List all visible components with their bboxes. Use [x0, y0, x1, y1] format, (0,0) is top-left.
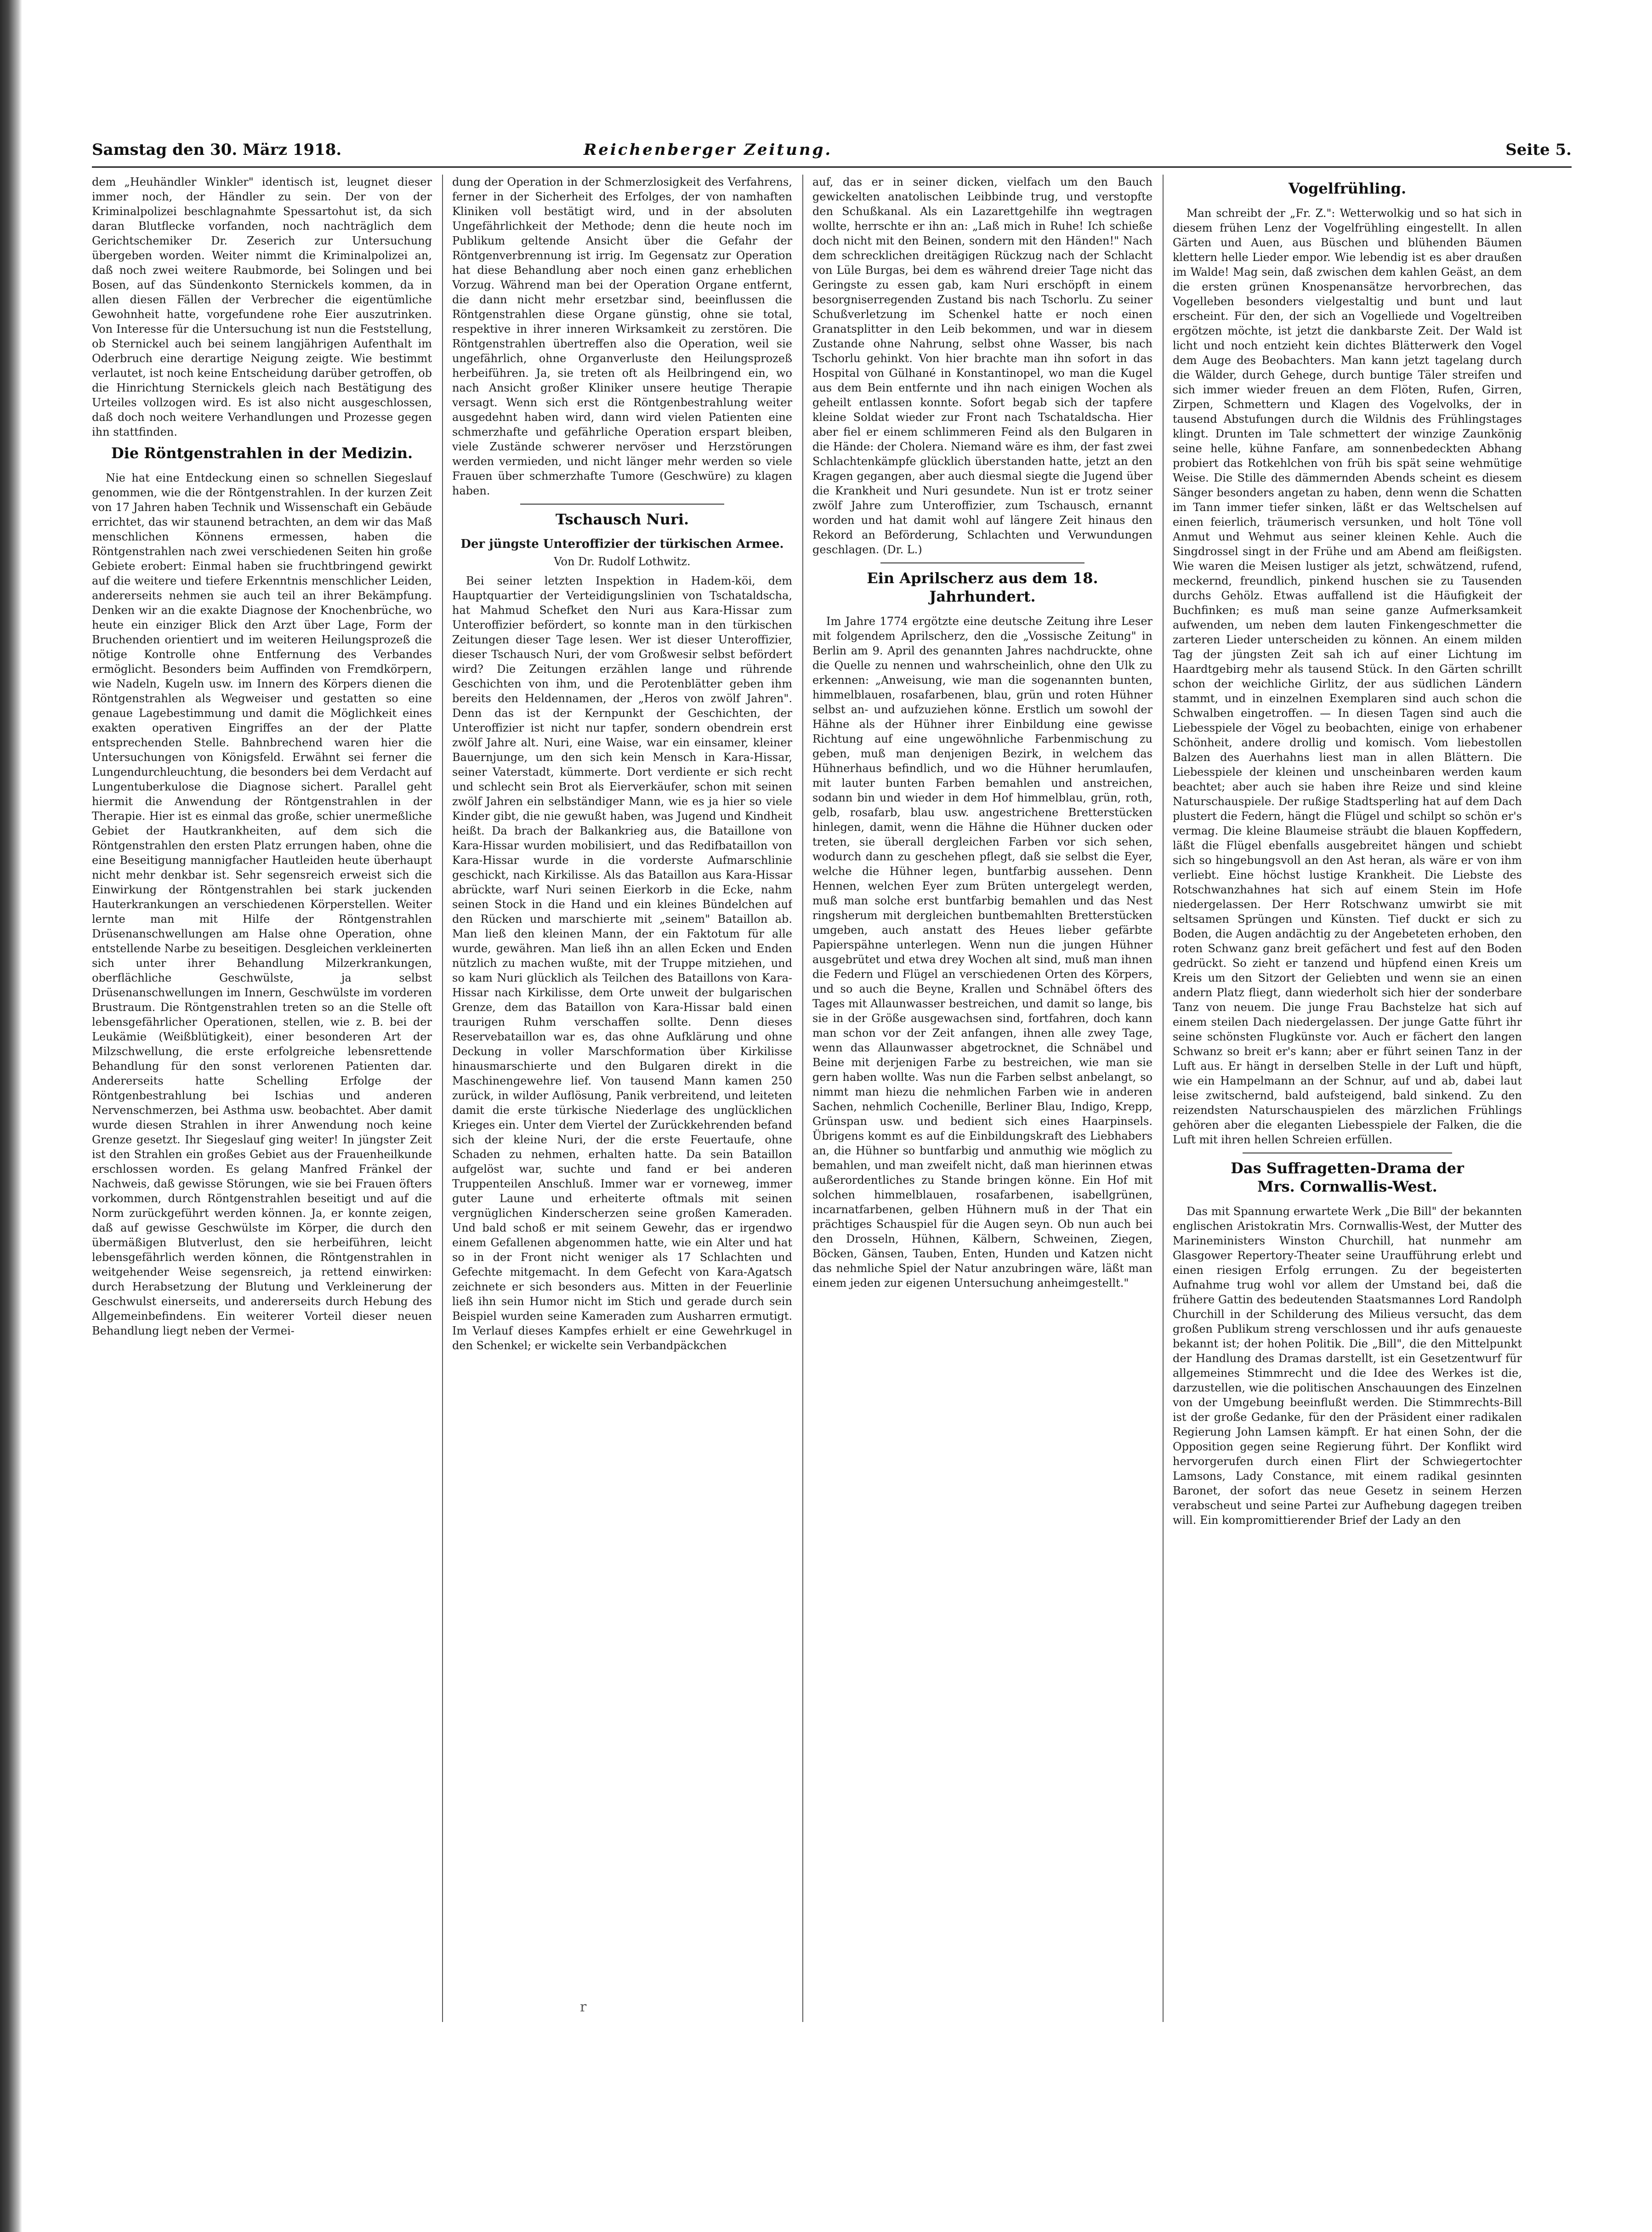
article-title-vogelfruehling: Vogelfrühling. — [1288, 180, 1407, 197]
article-title-cornwallis: Mrs. Cornwallis-West. — [1257, 1178, 1437, 1195]
col2-intro: dung der Operation in der Schmerzlosigkeit des Verfahrens, ferner in der Sicherheit des Erfolges, der von namhaften Kliniken voll bestätigt wird, und in der absoluten Ungefährlichkeit der Methode; denn die heute noch im Publikum geltende Ansicht über die Gefahr der Röntgenverbrennung ist irrig. Im Gegensatz zur Operation hat diese Behandlung aber noch einen ganz erheblichen Vorzug. Während man bei der Operation Organe entfernt, die dann nicht mehr ersetzbar sind, beeinflussen die Röntgenstrahlen diese Organe günstig, ohne sie total, respektive in ihrer inneren Wirksamkeit zu zerstören. Die Röntgenstrahlen übertreffen also die Operation, weil sie ungefährlich, ohne Organverluste den Heilungsprozeß herbeiführen. Ja, sie treten oft als Heilbringend ein, wo nach Ansicht großer Kliniker unsere heutige Therapie versagt. Wenn sich erst die Röntgenbestrahlung weiter ausgedehnt haben wird, dann wird vielen Patienten eine schmerzhafte und gefährliche Operation erspart bleiben, viele Zustände schwerer nervöser und Herzstörungen werden vermieden, und nicht länger mehr werden so viele Frauen über schmerzhafte Tumore (Geschwüre) zu klagen haben. — [452, 176, 792, 497]
column-divider-2 — [802, 175, 803, 2022]
section-divider — [880, 562, 1084, 563]
col4-body-2: Das mit Spannung erwartete Werk „Die Bill" der bekannten englischen Aristokratin Mrs. Cornwallis-West, der Mutter des Marineministers Winston Churchill, hat nunmehr am Glasgower Repertory-Theater seine Uraufführung erlebt und einen riesigen Erfolg errungen. Zu der begeisterten Aufnahme trug wohl vor allem der Umstand bei, daß die frühere Gattin des bedeutenden Staatsmannes Lord Randolph Churchill in der Schilderung des Milieus versucht, das dem großen Publikum streng verschlossen und ihr aufs genaueste bekannt ist; der hohen Politik. Die „Bill", die den Mittelpunkt der Handlung des Dramas darstellt, ist ein Gesetzentwurf für allgemeines Stimmrecht und die Idee des Werkes ist die, darzustellen, wie die politischen Anschauungen des Einzelnen von der Umgebung beeinflußt werden. Die Stimmrechts-Bill ist der große Gedanke, für den der Präsident einer radikalen Regierung John Lamsen kämpft. Er hat einen Sohn, der die Opposition gegen seine Regierung führt. Der Konflikt wird hervorgerufen durch einen Flirt der Schwiegertochter Lamsons, Lady Constance, mit einem radikal gesinnten Baronet, der sofort das neue Gesetz in seinem Herzen verabscheut und seine Partei zur Aufhebung dagegen treiben will. Ein kompromittierender Brief der Lady an den — [1173, 1205, 1522, 1527]
col1-body: Nie hat eine Entdeckung einen so schnellen Siegeslauf genommen, wie die der Röntgenstrahlen. In der kurzen Zeit von 17 Jahren haben Technik und Wissenschaft ein Gebäude errichtet, das wir staunend betrachten, an dem wir das Maß menschlichen Könnens ermessen, haben die Röntgenstrahlen nach zwei verschiedenen Seiten hin große Gebiete erobert: Einmal haben sie fruchtbringend gewirkt auf die weitere und tiefere Erkenntnis menschlicher Leiden, andererseits nehmen sie auch teil an ihrer Bekämpfung. Denken wir an die exakte Diagnose der Knochenbrüche, wo heute ein einziger Blick den Arzt über Lage, Form der Bruchenden orientiert und im weiteren Heilungsprozeß die nötige Kontrolle ohne Entfernung des Verbandes ermöglicht. Besonders beim Auffinden von Fremdkörpern, wie Nadeln, Kugeln usw. im Innern des Körpers dienen die Röntgenstrahlen als Wegweiser und gestatten so eine genaue Lagebestimmung und damit die Möglichkeit eines exakten operativen Eingriffes an der der Platte entsprechenden Stelle. Bahnbrechend waren hier die Untersuchungen von Königsfeld. Erwähnt sei ferner die Lungendurchleuchtung, die besonders bei dem Verdacht auf Lungentuberkulose die Diagnose sichert. Parallel geht hiermit die Anwendung der Röntgenstrahlen in der Therapie. Hier ist es einmal das große, schier unermeßliche Gebiet der Hautkrankheiten, auf dem sich die Röntgenstrahlen den ersten Platz errungen haben, ohne die eine Beseitigung mannigfacher Hautleiden heute überhaupt nicht mehr denkbar ist. Sehr segensreich erweist sich die Einwirkung der Röntgenstrahlen bei stark juckenden Hauterkrankungen an verschiedenen Körperstellen. Weiter lernte man mit Hilfe der Röntgenstrahlen Drüsenanschwellungen am Halse ohne Operation, ohne entstellende Narbe zu beseitigen. Desgleichen verkleinerten sich unter ihrer Behandlung Milzerkrankungen, oberflächliche Geschwülste, ja selbst Drüsenanschwellungen im Innern, Geschwülste im vorderen Brustraum. Die Röntgenstrahlen treten so an die Stelle oft lebensgefährlicher Operationen, stellen, wie z. B. bei der Leukämie (Weißblütigkeit), einer besonderen Art der Milzschwellung, die erste erfolgreiche lebensrettende Behandlung für den sonst verlorenen Patienten dar. Andererseits hatte Schelling Erfolge der Röntgenbestrahlung bei Ischias und anderen Nervenschmerzen, bei Asthma usw. beobachtet. Aber damit wurde diesen Strahlen in ihrer Anwendung noch keine Grenze gesetzt. Ihr Siegeslauf ging weiter! In jüngster Zeit ist den Strahlen ein großes Gebiet aus der Frauenheilkunde erschlossen worden. Es gelang Manfred Fränkel der Nachweis, daß gewisse Störungen, wie sie bei Frauen öfters vorkommen, durch Röntgenstrahlen beseitigt und auf die Norm zurückgeführt werden können. Ja, er konnte zeigen, daß auf gewisse Geschwülste im Körper, die durch den übermäßigen Blutverlust, den sie herbeiführen, leicht lebensgefährlich werden können, die Röntgenstrahlen in weitgehender Weise segensreich, ja rettend einwirken: durch Herabsetzung der Blutung und Verkleinerung der Geschwulst einerseits, und andererseits durch Hebung des Allgemeinbefindens. Ein weiterer Vorteil dieser neuen Behandlung liegt neben der Vermei- — [92, 471, 432, 1337]
header-page-number: Seite 5. — [1505, 141, 1572, 159]
article-title-suffragetten: Das Suffragetten-Drama der — [1231, 1159, 1464, 1177]
col3-intro: auf, das er in seiner dicken, vielfach um den Bauch gewickelten anatolischen Leibbinde trug, und verstopfte den Schußkanal. Als ein Lazarettgehilfe ihn wegtragen wollte, herrschte er ihn an: „Laß mich in Ruhe! Ich schieße doch nicht mit den Beinen, sondern mit den Händen!" Nach dem schrecklichen dreitägigen Rückzug nach der Schlacht von Lüle Burgas, bei dem es während dreier Tage nicht das Geringste zu essen gab, kam Nuri erschöpft in einem besorgniserregenden Zustand bis nach Tschorlu. Zu seiner Schußverletzung im Schenkel hatte er noch einen Granatsplitter in den Leib bekommen, und war in diesem Zustande ohne Nahrung, selbst ohne Wasser, bis nach Tschorlu gehinkt. Von hier brachte man ihn sofort in das Hospital von Gülhané in Konstantinopel, wo man die Kugel aus dem Bein entfernte und ihn nach einigen Wochen als geheilt entlassen konnte. Sofort begab sich der tapfere kleine Soldat wieder zur Front nach Tschataldscha. Hier aber fiel er einem schlimmeren Feind als den Bulgaren in die Hände: der Cholera. Niemand wäre es ihm, der fast zwei Schlachtenkämpfe glücklich überstanden hatte, jetzt an den Kragen gegangen, aber auch diesmal siegte die Jugend über die Krankheit und Nuri gesundete. Nun ist er trotz seiner zwölf Jahre zum Unteroffizier, zum Tschausch, ernannt worden und hat damit wohl auf längere Zeit hinaus den Rekord an Beförderung, Schlachten und Verwundungen geschlagen. (Dr. L.) — [812, 176, 1152, 556]
col3-body: Im Jahre 1774 ergötzte eine deutsche Zeitung ihre Leser mit folgendem Aprilscherz, den die „Vossische Zeitung" in Berlin am 9. April des genannten Jahres nachdruckte, ohne die Quelle zu nennen und wahrscheinlich, ohne den Ulk zu erkennen: „Anweisung, wie man die sogenannten bunten, himmelblauen, rosafarbenen, blau, grün und roten Hühner selbst an- und aufzuziehen könne. Erstlich um sowohl der Hähne als der Hühner ihrer Einbildung eine gewisse Richtung auf eine ungewöhnliche Farbenmischung zu geben, muß man denjenigen Bezirk, in welchem das Hühnerhaus befindlich, und wo die Hühner herumlaufen, mit lauter bunten Farben bemahlen und anstreichen, sodann bin und wieder in dem Hof himmelblau, grün, roth, gelb, rosafarb, blau usw. angestrichene Bretterstücken hinlegen, damit, wenn die Hähne die Hühner ducken oder treten, sie überall dergleichen Farben vor sich sehen, wodurch dann zu geschehen pflegt, daß sie selbst die Eyer, welche die Hühner legen, buntfarbig aussehen. Denn Hennen, welchen Eyer zum Brüten untergelegt werden, muß man solche erst buntfarbig bemahlen und das Nest ringsherum mit dergleichen buntbemahlten Bretterstücken umgeben, auch anstatt des Heues lieber gefärbte Papierspähne unterlegen. Wenn nun die jungen Hühner ausgebrütet und etwa drey Wochen alt sind, muß man ihnen die Federn und Flügel an verschiedenen Orten des Körpers, und so auch die Beyne, Krallen und Schnäbel öfters des Tages mit Allaunwasser bestreichen, und damit so lange, bis sie in der Größe ausgewachsen sind, fortfahren, doch kann man schon vor der Zeit anfangen, ihnen alle zwey Tage, wenn das Allaunwasser abgetrocknet, die Schnäbel und Beine mit derjenigen Farbe zu bestreichen, wie man sie gern haben wollte. Was nun die Farben selbst anbelangt, so nimmt man hiezu die nehmlichen Farben wie in anderen Sachen, nehmlich Cochenille, Berliner Blau, Indigo, Krepp, Grünspan usw. und bedient sich eines Haarpinsels. Übrigens kommt es auf die Einbildungskraft des Liebhabers an, die Hühner so buntfarbig und anmuthig wie möglich zu bemahlen, und man zweifelt nicht, daß man hierinnen etwas außerordentliches zu Stande bringen könne. Ein Hof mit solchen himmelblauen, rosafarbenen, isabellgrünen, incarnatfarbenen, gelben Hühnern muß in der That ein prächtiges Schauspiel für die Augen seyn. Ob nun auch bei den Drosseln, Hühnen, Kälbern, Schweinen, Ziegen, Böcken, Gänsen, Tauben, Enten, Hunden und Katzen nicht das nehmliche Spiel der Natur anzubringen wäre, läßt man einem jeden zur eigenen Untersuchung anheimgestellt." — [812, 615, 1152, 1289]
article-title-nuri: Tschausch Nuri. — [555, 511, 689, 528]
section-divider — [520, 504, 724, 505]
column-2 — [452, 175, 792, 2040]
column-4 — [1173, 175, 1522, 2040]
header-date: Samstag den 30. März 1918. — [92, 141, 342, 159]
scan-edge — [0, 0, 22, 2232]
col2-body: Bei seiner letzten Inspektion in Hadem-köi, dem Hauptquartier der Verteidigungslinien von Tschataldscha, hat Mahmud Schefket den Nuri aus Kara-Hissar zum Unteroffizier befördert, so konnte man in den türkischen Zeitungen dieser Tage lesen. Wer ist dieser Unteroffizier, dieser Tschausch Nuri, der vom Großwesir selbst befördert wird? Die Zeitungen erzählen lange und rührende Geschichten von ihm, und die Perotenblätter geben ihm bereits den Heldennamen, der „Heros von zwölf Jahren". Denn das ist der Kernpunkt der Geschichten, der Unteroffizier ist nicht nur tapfer, sondern obendrein erst zwölf Jahre alt. Nuri, eine Waise, war ein einsamer, kleiner Bauernjunge, um den sich kein Mensch in Kara-Hissar, seiner Vaterstadt, kümmerte. Dort verdiente er sich recht und schlecht sein Brot als Eierverkäufer, schon mit seinen zwölf Jahren ein selbständiger Mann, wie es ja hier so viele Kinder gibt, die nie gewußt haben, was Jugend und Kindheit heißt. Da brach der Balkankrieg aus, die Bataillone von Kara-Hissar wurden mobilisiert, und das Redifbataillon von Kara-Hissar wurde in die vorderste Aufmarschlinie geschickt, nach Kirkilisse. Als das Bataillon aus Kara-Hissar abrückte, warf Nuri seinen Eierkorb in die Ecke, nahm seinen Stock in die Hand und ein kleines Bündelchen auf den Rücken und marschierte mit „seinem" Bataillon ab. Man ließ den kleinen Mann, der ein Faktotum für alle wurde, gewähren. Man ließ ihn an allen Ecken und Enden nützlich zu machen wußte, mit der Truppe mitziehen, und so kam Nuri glücklich als Teilchen des Bataillons von Kara-Hissar nach Kirkilisse, dem Orte unweit der bulgarischen Grenze, dem das Bataillon von Kara-Hissar bald einen traurigen Ruhm verschaffen sollte. Denn dieses Reservebataillon war es, das ohne Aufklärung und ohne Deckung in voller Marschformation über Kirkilisse hinausmarschierte und den Bulgaren direkt in die Maschinengewehre lief. Von tausend Mann kamen 250 zurück, in wilder Auflösung, Panik verbreitend, und leiteten damit die erste türkische Niederlage des unglücklichen Krieges ein. Unter dem Viertel der Zurückkehrenden befand sich der kleine Nuri, der die erste Feuertaufe, ohne Schaden zu nehmen, erhalten hatte. Da sein Bataillon aufgelöst war, suchte und fand er bei anderen Truppenteilen Anschluß. Immer war er vorneweg, immer guter Laune und erheiterte oftmals mit seinen vergnüglichen Kinderscherzen seine großen Kameraden. Und bald schoß er mit seinem Gewehr, das er irgendwo einem Gefallenen abgenommen hatte, wie ein Alter und hat so in der Front nicht weniger als 17 Schlachten und Gefechte mitgemacht. In dem Gefecht von Kara-Agatsch zeichnete er sich besonders aus. Mitten in der Feuerlinie ließ ihn sein Humor nicht im Stich und gerade durch sein Beispiel wurden seine Kameraden zum Ausharren ermutigt. Im Verlauf dieses Kampfes erhielt er eine Gewehrkugel in den Schenkel; er wickelte sein Verbandpäckchen — [452, 574, 792, 1352]
article-subtitle-nuri: Der jüngste Unteroffizier der türkischen Armee. — [460, 537, 784, 551]
footer-mark: r — [580, 1999, 587, 2015]
column-1 — [92, 175, 432, 2040]
page-header — [92, 138, 1572, 165]
newspaper-page — [92, 138, 1572, 2050]
header-rule — [92, 166, 1572, 168]
column-divider-1 — [442, 175, 443, 2022]
article-title-aprilscherz: Ein Aprilscherz aus dem 18. Jahrhundert. — [867, 569, 1098, 605]
col1-intro: dem „Heuhändler Winkler" identisch ist, leugnet dieser immer noch, der Händler zu sein. Der von der Kriminalpolizei beschlagnahmte Spessartohut ist, da sich daran Blutflecke vorfanden, noch nachträglich dem Gerichtschemiker Dr. Zeserich zur Untersuchung übergeben worden. Weiter nimmt die Kriminalpolizei an, daß noch zwei weitere Raubmorde, bei Solingen und bei Bosen, auf das Sündenkonto Sternickels kommen, da in allen diesen Fällen der Verbrecher die eigentümliche Gewohnheit hatte, vorgefundene rohe Eier auszutrinken. Von Interesse für die Untersuchung ist nun die Feststellung, ob Sternickel auch bei seinem langjährigen Aufenthalt im Oderbruch eine derartige Neigung zeigte. Wie bestimmt verlautet, ist noch keine Entscheidung darüber getroffen, ob die Hinrichtung Sternickels gleich nach Bestätigung des Urteiles vollzogen wird. Es ist also nicht ausgeschlossen, daß doch noch weitere Verhandlungen und Prozesse gegen ihn stattfinden. — [92, 176, 432, 438]
article-byline: Von Dr. Rudolf Lothwitz. — [554, 555, 691, 568]
column-divider-3 — [1163, 175, 1164, 2022]
article-title-roentgen: Die Röntgenstrahlen in der Medizin. — [111, 444, 413, 462]
header-masthead: Reichenberger Zeitung. — [584, 141, 833, 159]
col4-body-1: Man schreibt der „Fr. Z.": Wetterwolkig und so hat sich in diesem frühen Lenz der Vogelfrühling eingestellt. In allen Gärten und Auen, aus Büschen und blühenden Bäumen klettern helle Lieder empor. Wie lebendig ist es aber draußen im Walde! Mag sein, daß zwischen dem kahlen Geäst, an dem die ersten grünen Knospenansätze hervorbrechen, das Vogelleben besonders vielgestaltig und bunt und laut erscheint. Für den, der sich an Vogelliede und Vogeltreiben ergötzen möchte, ist jetzt die dankbarste Zeit. Der Wald ist licht und noch entzieht kein dichtes Blätterwerk den Vogel dem Auge des Beobachters. Man kann jetzt tagelang durch die Wälder, durch Gehege, durch buntige Täler streifen und sich immer wieder freuen an dem Flöten, Rufen, Girren, Zirpen, Schmettern und Klagen des Vogelvolks, der in tausend Abstufungen durch die Wildnis des Frühlingstages klingt. Drunten im Tale schmettert der winzige Zaunkönig seine helle, kühne Fanfare, am sonnenbedeckten Abhang probiert das Rotkehlchen von früh bis spät seine wehmütige Weise. Die Stille des dämmernden Abends scheint es diesem Sänger besonders angetan zu haben, denn wenn die Schatten im Tann immer tiefer sinken, läßt er das Weltschelsen auf einen feierlich, träumerisch versunken, und holt Töne voll Anmut und Wehmut aus seiner kleinen Kehle. Auch die Singdrossel singt in der Frühe und am Abend am fleißigsten. Wie waren die Meisen lustiger als jetzt, schwätzend, rufend, meckernd, freundlich, pinkend huschen sie zu Tausenden durchs Gehölz. Etwas auffallend ist die Häufigkeit der Buchfinken; es muß man seine ganze Aufmerksamkeit aufwenden, um neben dem lauten Finkengeschmetter die zarteren Lieder unterscheiden zu können. An einem milden Tag der jüngsten Zeit sah ich auf einer Lichtung im Haardtgebirg mehr als tausend Stück. In den Gärten schrillt schon der weichliche Girlitz, der aus südlichen Ländern stammt, und in einzelnen Exemplaren sind auch schon die Schwalben eingetroffen. — In diesen Tagen sind auch die Liebesspiele der Vögel zu beobachten, einige von erhabener Schönheit, andere drollig und komisch. Vom liebestollen Balzen des Auerhahns liest man in allen Blättern. Die Liebesspiele der kleinen und unscheinbaren werden kaum beachtet; aber auch sie haben ihre Reize und sind kleine Naturschauspiele. Der rußige Stadtsperling hat auf dem Dach plustert die Federn, hängt die Flügel und schilpt so schön er's vermag. Die kleine Blaumeise sträubt die blauen Kopffedern, läßt die Flügel ebenfalls ausgebreitet hängen und schiebt sich so hingebungsvoll an den Ast heran, als wäre er von ihm verliebt. Eine höchst lustige Krankheit. Die Liebste des Rotschwanzhahnes hat sich auf einem Stein im Hofe niedergelassen. Der Herr Rotschwanz umwirbt sie mit seltsamen Sprüngen und Künsten. Tief duckt er sich zu Boden, die Augen andächtig zu der Angebeteten erhoben, den roten Schwanz ganz breit gefächert und fest auf den Boden gedrückt. So zieht er tanzend und hüpfend einen Kreis um Kreis um den Sitzort der Geliebten und wenn sie an einen andern Platz fliegt, dann wiederholt sich hier der sonderbare Tanz von neuem. Die junge Frau Bachstelze hat sich auf einem steilen Dach niedergelassen. Der junge Gatte führt ihr seine schönsten Flugkünste vor. Auch er fächert den langen Schwanz so breit er's kann; aber er führt seinen Tanz in der Luft aus. Er hängt in derselben Stelle in der Luft und hüpft, wie ein Hampelmann an der Schnur, auf und ab, dabei laut leise zwitschernd, bald aufsteigend, bald sinkend. Zu den reizendsten Naturschauspielen des märzlichen Frühlings gehören aber die eleganten Liebesspiele der Falken, die die Luft mit ihren hellen Schreien erfüllen. — [1173, 207, 1522, 1146]
column-3 — [812, 175, 1152, 2040]
